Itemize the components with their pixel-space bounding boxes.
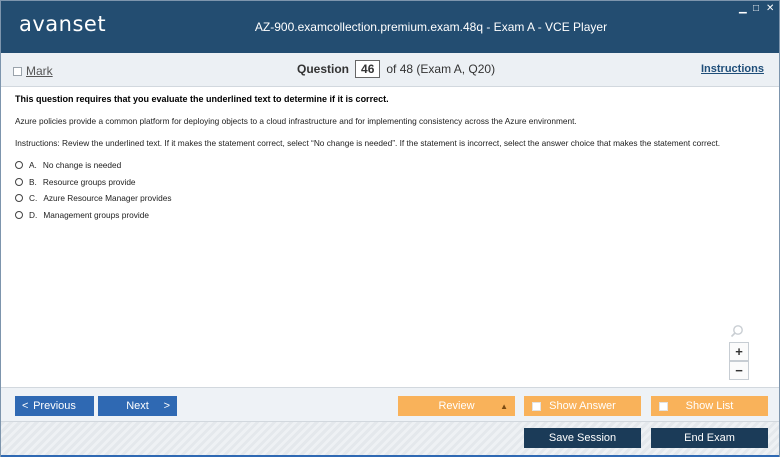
zoom-out-button[interactable]: −	[729, 361, 749, 380]
question-header	[1, 53, 779, 87]
answer-option-b[interactable]	[15, 174, 765, 191]
radio-icon[interactable]	[15, 211, 23, 219]
avanset-logo: avanset	[19, 12, 107, 36]
question-statement: Azure policies provide a common platform for deploying objects to a cloud infrastructure and for implementing consistency across the Azure environment.	[15, 116, 577, 126]
magnifier-icon	[730, 324, 744, 338]
title-bar	[1, 1, 779, 53]
previous-button[interactable]	[15, 396, 94, 416]
action-bar	[1, 421, 779, 456]
next-label: Next	[126, 400, 149, 412]
show-list-label: Show List	[685, 400, 734, 412]
answer-options	[15, 157, 765, 223]
option-text: No change is needed	[42, 160, 122, 171]
next-button[interactable]	[98, 396, 177, 416]
option-text: Azure Resource Manager provides	[43, 193, 172, 204]
answer-option-d[interactable]	[15, 207, 765, 224]
radio-icon[interactable]	[15, 161, 23, 169]
instructions-link[interactable]: Instructions	[701, 63, 764, 75]
minimize-button[interactable]: ▁	[739, 3, 747, 14]
option-text: Management groups provide	[43, 209, 149, 220]
option-text: Resource groups provide	[42, 176, 136, 187]
answer-option-c[interactable]	[15, 190, 765, 207]
show-answer-label: Show Answer	[549, 400, 616, 412]
close-button[interactable]: ✕	[766, 3, 775, 14]
window-title: AZ-900.examcollection.premium.exam.48q - Exam A - VCE Player	[254, 20, 608, 34]
review-button[interactable]	[398, 396, 515, 416]
chevron-left-icon: <	[22, 400, 29, 412]
answer-option-a[interactable]	[15, 157, 765, 174]
option-letter: B.	[29, 176, 37, 187]
mark-label: Mark	[26, 64, 53, 78]
end-exam-button[interactable]: End Exam	[651, 428, 768, 448]
checkbox-icon	[13, 67, 22, 76]
save-session-button[interactable]: Save Session	[524, 428, 641, 448]
chevron-right-icon: >	[163, 400, 170, 412]
question-label: Question	[297, 62, 350, 76]
triangle-up-icon: ▲	[500, 401, 508, 411]
radio-icon[interactable]	[15, 178, 23, 186]
maximize-button[interactable]: □	[753, 3, 760, 14]
review-label: Review	[438, 400, 475, 412]
option-letter: C.	[29, 193, 38, 204]
previous-label: Previous	[33, 400, 76, 412]
radio-icon[interactable]	[15, 194, 23, 202]
question-content	[1, 87, 779, 387]
zoom-in-button[interactable]: +	[729, 342, 749, 361]
question-stem: This question requires that you evaluate the underlined text to determine if it is correct.	[15, 94, 389, 104]
option-letter: A.	[29, 160, 37, 171]
question-counter	[297, 60, 495, 78]
question-number-input[interactable]: 46	[355, 60, 380, 78]
question-of-text: of 48 (Exam A, Q20)	[386, 62, 496, 76]
option-letter: D.	[29, 209, 38, 220]
checkbox-icon	[659, 402, 668, 411]
navigation-bar	[1, 387, 779, 421]
mark-checkbox[interactable]	[13, 64, 53, 78]
checkbox-icon	[532, 402, 541, 411]
show-list-button[interactable]	[651, 396, 768, 416]
question-instructions: Instructions: Review the underlined text. If it makes the statement correct, select “No change is needed”. If the statement is incorrect, select the answer choice that makes the statement correct.	[15, 138, 721, 148]
show-answer-button[interactable]	[524, 396, 641, 416]
